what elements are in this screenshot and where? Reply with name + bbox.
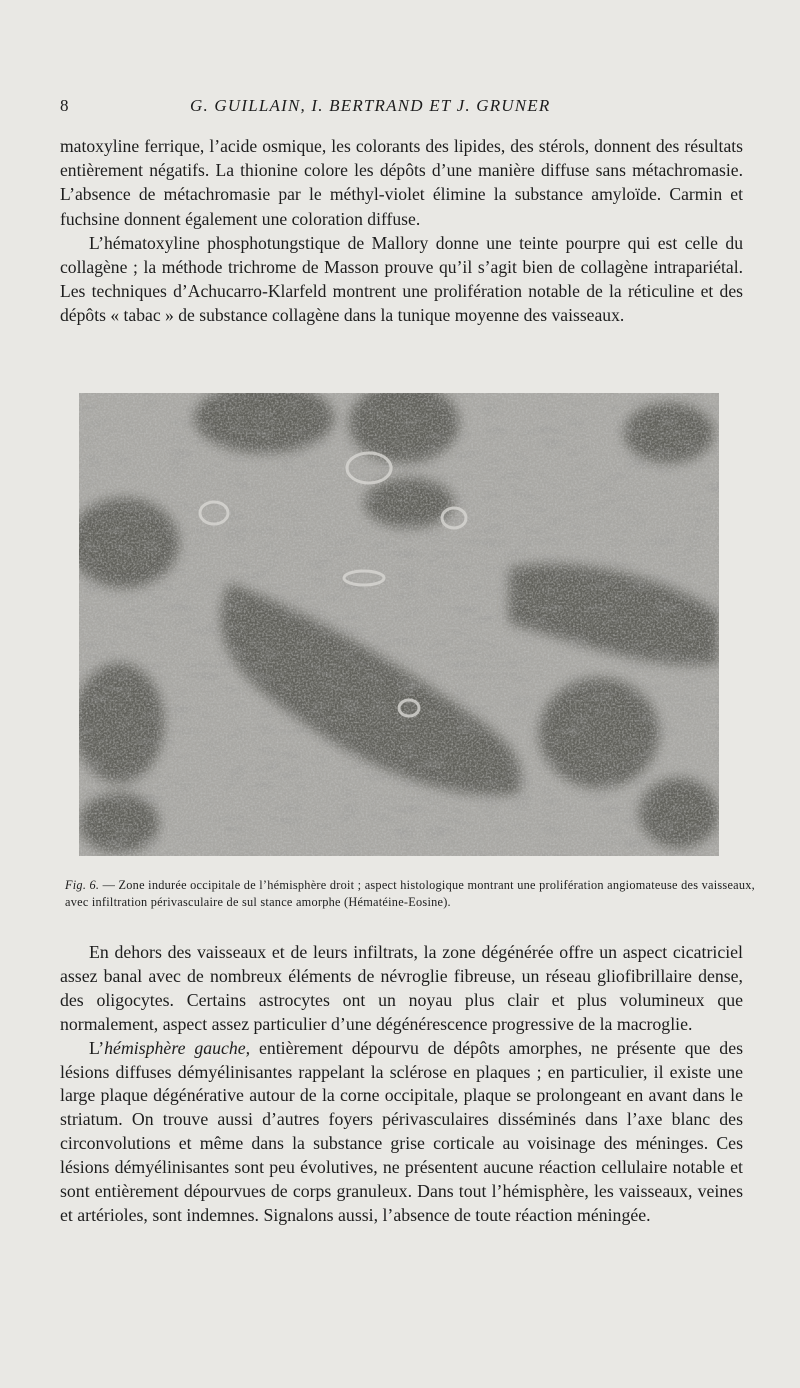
running-header: [60, 96, 750, 118]
figure-caption: [65, 877, 755, 911]
paragraph-degenerated-zone: En dehors des vaisseaux et de leurs infiltrats, la zone dégénérée offre un aspect cicatriciel assez banal avec de nombreux éléments de névroglie fibreuse, un réseau gliofibrillaire dense, des oligocytes. Certains astrocytes ont un noyau plus clair et plus volumineux que normalement, aspect assez particulier d’une dégénérescence progressive de la macroglie.: [60, 942, 743, 1034]
histology-micrograph: [79, 393, 719, 856]
figure-caption-text: — Zone indurée occipitale de l’hémisphère droit ; aspect histologique montrant une prolifération angiomateuse des vaisseaux, avec infiltration périvasculaire de sul stance amorphe (Hématéine-Eosine).: [65, 878, 756, 909]
body-text-bottom: [60, 941, 743, 1228]
micrograph-figure: [79, 393, 719, 856]
body-text-top: [60, 134, 743, 328]
paragraph-continuation: matoxyline ferrique, l’acide osmique, les colorants des lipides, des stérols, donnent des résultats entièrement négatifs. La thionine colore les dépôts d’une manière diffuse sans métachromasie. L’absence de métachromasie par le méthyl-violet élimine la substance amyloïde. Carmin et fuchsine donnent également une coloration diffuse.: [60, 136, 743, 229]
paragraph-left-hemisphere: [60, 1037, 743, 1228]
p4-italic-term: hémisphère gauche,: [104, 1037, 251, 1058]
figure-label: Fig. 6.: [65, 878, 100, 892]
p4-rest: entièrement dépourvu de dépôts amorphes, ne présente que des lésions diffuses démyélinisantes rappelant la sclérose en plaques ; en particulier, il existe une large plaque dégénérative autour de la corne occipitale, plaque se prolongeant en avant dans le striatum. On trouve aussi d’autres foyers périvasculaires disséminés dans l’axe blanc des circonvolutions et même dans la substance grise corticale au voisinage des méninges. Ces lésions démyélinisantes sont peu évolutives, ne présentent aucune réaction cellulaire notable et sont entièrement dépourvues de corps granuleux. Dans tout l’hémisphère, les vaisseaux, veines et artérioles, sont indemnes. Signalons aussi, l’absence de toute réaction méningée.: [60, 1037, 744, 1225]
p4-lead: L’: [89, 1037, 105, 1058]
paragraph-mallory: L’hématoxyline phosphotungstique de Mallory donne une teinte pourpre qui est celle du collagène ; la méthode trichrome de Masson prouve qu’il s’agit bien de collagène intrapariétal. Les techniques d’Achucarro-Klarfeld montrent une prolifération notable de la réticuline et des dépôts « tabac » de substance collagène dans la tunique moyenne des vaisseaux.: [60, 232, 743, 326]
running-title-authors: G. GUILLAIN, I. BERTRAND ET J. GRUNER: [190, 96, 551, 115]
page-number: 8: [60, 96, 70, 115]
